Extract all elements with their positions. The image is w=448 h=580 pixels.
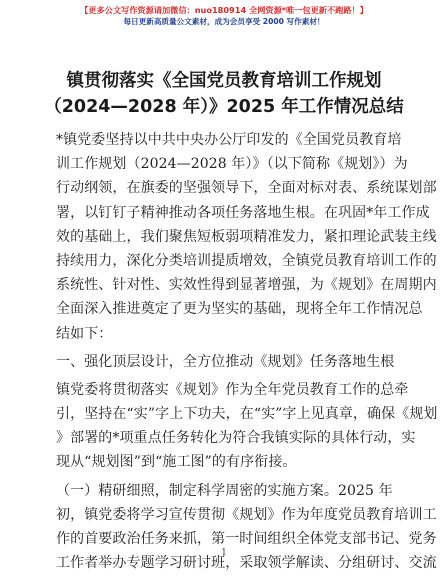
paragraph-2 [56, 378, 438, 475]
text-line: 训工作规划（2024—2028 年）》（以下简称《规划》）为 [56, 156, 408, 173]
paragraph-3 [56, 479, 437, 576]
document-title-line-1: 镇贯彻落实《全国党员教育培训工作规划 [66, 71, 382, 91]
promo-banner [0, 4, 448, 28]
document-body [56, 128, 438, 575]
text-line: 作的首要政治任务来抓，第一时间组织全体党支部书记、党务 [56, 531, 437, 547]
text-line: 现从“规划图”到“施工图”的有序衔接。 [56, 454, 297, 471]
promo-banner-line-2: 每日更新高质量公文素材，成为会员享受 2000 写作素材！ [123, 17, 325, 26]
text-line: *镇党委坚持以中共中央办公厅印发的《全国党员教育培 [56, 132, 402, 148]
text-line: 工作者举办专题学习研讨班，采取领学解读、分组研讨、交流 [56, 555, 437, 572]
text-line: （一）精研细照，制定科学周密的实施方案。2025 年 [56, 482, 393, 499]
text-line: 引，坚持在“实”字上下功夫，在“实”字上见真章，确保《规划 [56, 406, 438, 423]
text-line: 》部署的*项重点任务转化为符合我镇实际的具体行动，实 [56, 430, 416, 447]
text-line: 全面深入推进奠定了更为坚实的基础，现将全年工作情况总 [56, 301, 423, 318]
text-line: 初，镇党委将学习宣传贯彻《规划》作为年度党员教育培训工 [56, 506, 437, 523]
text-line: 效的基础上，我们聚焦短板弱项精准发力，紧扣理论武装主线 [56, 228, 437, 245]
document-title [20, 68, 428, 120]
text-line: 结如下： [56, 325, 113, 342]
document-title-line-2: （2024—2028 年）》2025 年工作情况总结 [44, 97, 404, 117]
text-line: 持续用力，深化分类培训提质增效，全镇党员教育培训工作的 [56, 252, 437, 269]
intro-paragraph [56, 128, 437, 346]
page-number: 1 [221, 548, 227, 558]
text-line: 行动纲领，在旗委的坚强领导下，全面对标对表、系统谋划部 [56, 180, 437, 197]
section-heading-1: 一、强化顶层设计，全方位推动《规划》任务落地生根 [56, 353, 395, 370]
text-line: 署，以钉钉子精神推动各项任务落地生根。在巩固*年工作成 [56, 204, 430, 221]
promo-banner-line-1: 【更多公文写作资源请加微信：nuo180914 全网资源*唯一包更新不跑路！】 [80, 5, 368, 15]
text-line: 镇党委将贯彻落实《规划》作为全年党员教育工作的总牵 [56, 381, 409, 398]
text-line: 系统性、针对性、实效性得到显著增强，为《规划》在周期内 [56, 277, 437, 294]
